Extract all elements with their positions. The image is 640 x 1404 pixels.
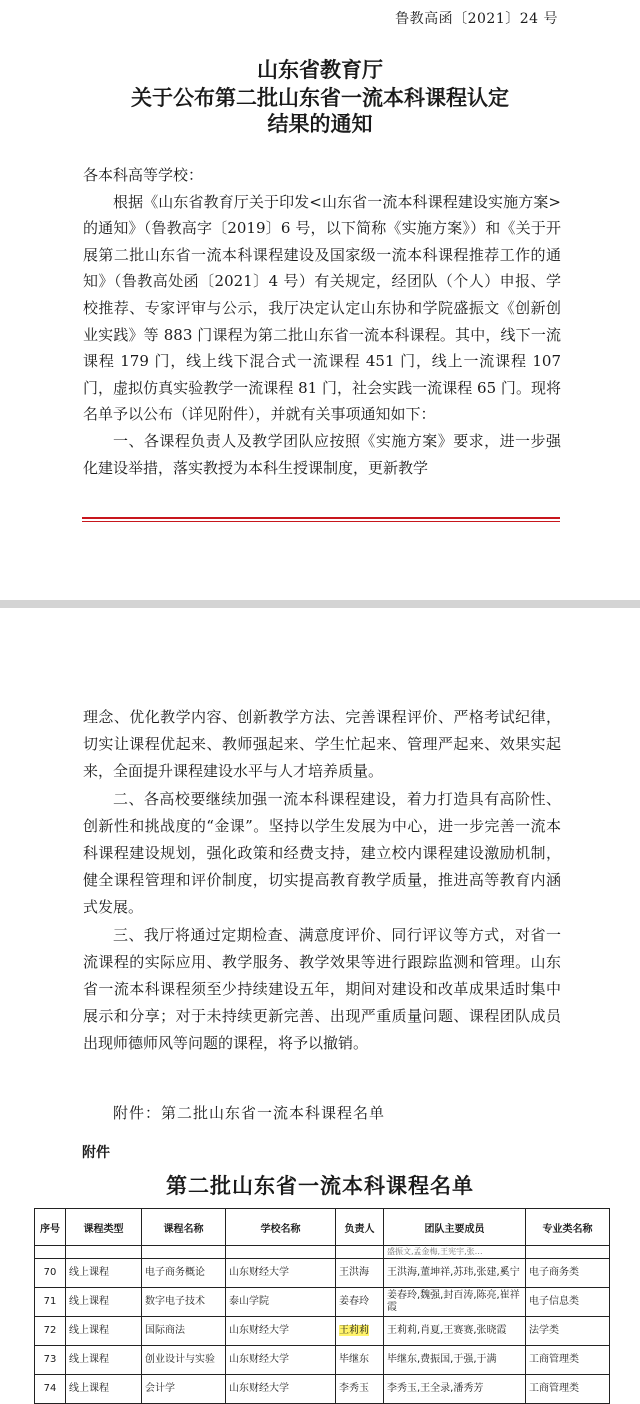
table-cell — [142, 1246, 226, 1259]
table-cell: 姜春玲,魏强,封百涛,陈亮,崔祥霞 — [384, 1288, 526, 1317]
paragraph-1: 根据《山东省教育厅关于印发<山东省一流本科课程建设实施方案>的通知》（鲁教高字〔2019〕6 号，以下简称《实施方案》）和《关于开展第二批山东省一流本科课程建设及国家级一流本科课程推荐工作的通知》（鲁教高处函〔2021〕4 号）有关规定，经团队（个人）申报、学校推荐、专家评审与公示，我厅决定认定山东协和学院盛振文《创新创业实践》等 883 门课程为第二批山东省一流本科课程。其中，线下一流课程 179 门，线上线下混合式一流课程 451 门，线上一流课程 107 门，虚拟仿真实验教学一流课程 81 门，社会实践一流课程 65 门。现将名单予以公布（详见附件），并就有关事项通知如下： — [83, 192, 561, 424]
table-cell: 山东财经大学 — [226, 1317, 336, 1346]
table-cell: 国际商法 — [142, 1317, 226, 1346]
paragraph-2-continued: 理念、优化教学内容、创新教学方法、完善课程评价、严格考试纪律，切实让课程优起来、教师强起来、学生忙起来、管理严起来、效果实起来，全面提升课程建设水平与人才培养质量。 — [83, 708, 561, 781]
table-cell — [226, 1246, 336, 1259]
table-cell: 李秀玉 — [336, 1375, 384, 1404]
red-rule-thin — [82, 521, 560, 522]
table-cell: 电子商务概论 — [142, 1259, 226, 1288]
course-list-title: 第二批山东省一流本科课程名单 — [166, 1173, 474, 1198]
table-cell — [66, 1246, 142, 1259]
table-cell: 线上课程 — [66, 1317, 142, 1346]
body-text-page-2 — [83, 704, 561, 1058]
document-page-1 — [0, 0, 640, 600]
table-cell: 线上课程 — [66, 1259, 142, 1288]
table-cell: 线上课程 — [66, 1346, 142, 1375]
table-cell: 王莉莉,肖夏,王赛赛,张晓霞 — [384, 1317, 526, 1346]
table-cell — [35, 1246, 66, 1259]
title-line-1: 山东省教育厅 — [257, 57, 383, 82]
table-cell: 70 — [35, 1259, 66, 1288]
table-cell: 创业设计与实验 — [142, 1346, 226, 1375]
table-row-cut — [35, 1246, 610, 1259]
title-line-3: 结果的通知 — [267, 111, 373, 136]
table-cell: 72 — [35, 1317, 66, 1346]
table-cell: 山东财经大学 — [226, 1346, 336, 1375]
table-cell — [336, 1246, 384, 1259]
course-table — [34, 1208, 610, 1404]
paragraph-3: 二、各高校要继续加强一流本科课程建设，着力打造具有高阶性、创新性和挑战度的“金课”。坚持以学生发展为中心，进一步完善一流本科课程建设规划，强化政策和经费支持，建立校内课程建设激励机制，健全课程管理和评价制度，切实提高教育教学质量，推进高等教育内涵式发展。 — [83, 789, 561, 917]
col-header-index: 序号 — [35, 1209, 66, 1246]
table-cell-highlighted — [336, 1317, 384, 1346]
table-cell: 姜春玲 — [336, 1288, 384, 1317]
table-cell: 王洪海,董坤祥,苏玮,张建,奚宁 — [384, 1259, 526, 1288]
col-header-type: 课程类型 — [66, 1209, 142, 1246]
attachment-reference: 附件：第二批山东省一流本科课程名单 — [113, 1104, 386, 1122]
table-cell: 线上课程 — [66, 1375, 142, 1404]
table-cell: 74 — [35, 1375, 66, 1404]
table-cell — [526, 1246, 610, 1259]
table-cell: 电子商务类 — [526, 1259, 610, 1288]
title-line-2: 关于公布第二批山东省一流本科课程认定 — [131, 85, 509, 110]
document-number: 鲁教高函〔2021〕24 号 — [395, 11, 558, 27]
highlighted-name: 王莉莉 — [339, 1325, 369, 1336]
table-cell: 工商管理类 — [526, 1346, 610, 1375]
table-header-row — [35, 1209, 610, 1246]
table-cell: 数字电子技术 — [142, 1288, 226, 1317]
salutation: 各本科高等学校： — [83, 166, 204, 184]
paragraph-2-start: 一、各课程负责人及教学团队应按照《实施方案》要求，进一步强化建设举措，落实教授为本科生授课制度，更新教学 — [83, 431, 561, 477]
paragraph-4: 三、我厅将通过定期检查、满意度评价、同行评议等方式，对省一流课程的实际应用、教学服务、教学效果等进行跟踪监测和管理。山东省一流本科课程须至少持续建设五年，期间对建设和改革成果适时集中展示和分享；对于未持续更新完善、出现严重质量问题、课程团队成员出现师德师风等问题的课程，将予以撤销。 — [83, 925, 561, 1053]
col-header-lead: 负责人 — [336, 1209, 384, 1246]
table-cell: 李秀玉,王全录,潘秀芳 — [384, 1375, 526, 1404]
table-row — [35, 1317, 610, 1346]
table-cell: 线上课程 — [66, 1288, 142, 1317]
table-cell: 法学类 — [526, 1317, 610, 1346]
table-row — [35, 1375, 610, 1404]
table-row — [35, 1259, 610, 1288]
table-cell: 盛振文,孟金梅,王宪宇,张… — [384, 1246, 526, 1259]
page-separator — [0, 600, 640, 608]
table-cell: 会计学 — [142, 1375, 226, 1404]
col-header-team: 团队主要成员 — [384, 1209, 526, 1246]
table-cell: 毕继东 — [336, 1346, 384, 1375]
table-row — [35, 1346, 610, 1375]
table-cell: 山东财经大学 — [226, 1375, 336, 1404]
table-cell: 山东财经大学 — [226, 1259, 336, 1288]
red-rule-thick — [82, 517, 560, 519]
col-header-major: 专业类名称 — [526, 1209, 610, 1246]
table-cell: 73 — [35, 1346, 66, 1375]
table-cell: 泰山学院 — [226, 1288, 336, 1317]
col-header-course: 课程名称 — [142, 1209, 226, 1246]
body-text-page-1 — [83, 162, 561, 481]
col-header-school: 学校名称 — [226, 1209, 336, 1246]
table-cell: 电子信息类 — [526, 1288, 610, 1317]
attachment-heading: 附件 — [82, 1145, 110, 1161]
table-row — [35, 1288, 610, 1317]
table-cell: 毕继东,费振国,于强,于满 — [384, 1346, 526, 1375]
table-cell: 王洪海 — [336, 1259, 384, 1288]
document-page-2 — [0, 608, 640, 1394]
table-cell: 工商管理类 — [526, 1375, 610, 1404]
table-cell: 71 — [35, 1288, 66, 1317]
